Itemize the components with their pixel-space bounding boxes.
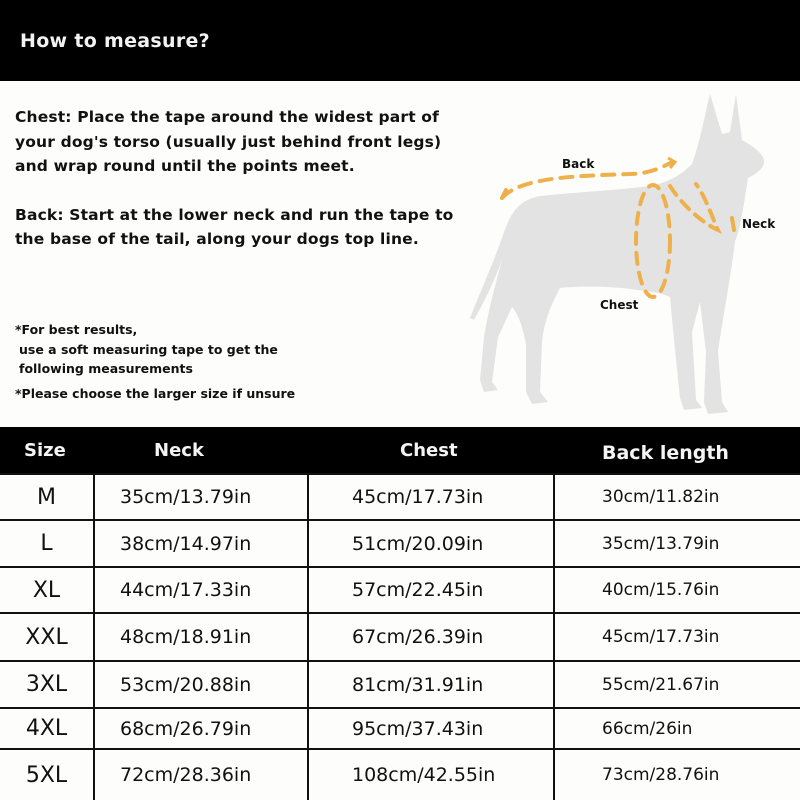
table-row (0, 749, 800, 800)
table-row (0, 613, 800, 661)
back-cell: 35cm/13.79in (554, 520, 800, 567)
back-cell: 45cm/17.73in (554, 613, 800, 661)
header-chest: Chest (308, 427, 554, 474)
table-row (0, 567, 800, 613)
note-best-results: *For best results, (15, 322, 138, 337)
size-cell: M (0, 474, 94, 520)
page-title: How to measure? (20, 30, 210, 52)
neck-cell: 38cm/14.97in (94, 520, 308, 567)
note-soft-tape: use a soft measuring tape to get the (19, 341, 278, 357)
size-cell: 4XL (0, 708, 94, 749)
chest-label: Chest (600, 298, 639, 312)
note-following: following measurements (19, 361, 193, 376)
measure-notes (15, 320, 455, 403)
neck-cell: 72cm/28.36in (94, 749, 308, 800)
chest-cell: 81cm/31.91in (308, 661, 554, 708)
table-row (0, 474, 800, 520)
size-chart-table (0, 427, 800, 800)
back-cell: 55cm/21.67in (554, 661, 800, 708)
size-cell: 5XL (0, 749, 94, 800)
measure-instructions (15, 105, 455, 252)
chest-cell: 51cm/20.09in (308, 520, 554, 567)
neck-cell: 35cm/13.79in (94, 474, 308, 520)
back-label: Back (562, 157, 595, 171)
header-back-length: Back length (554, 427, 800, 474)
chest-instruction: Chest: Place the tape around the widest part of your dog's torso (usually just behind front legs) and wrap round until the points meet. (15, 108, 442, 175)
size-cell: XL (0, 567, 94, 613)
header-neck: Neck (94, 427, 308, 474)
size-cell: L (0, 520, 94, 567)
header-bar (0, 0, 800, 81)
table-row (0, 708, 800, 749)
table-row (0, 520, 800, 567)
dog-silhouette-icon (460, 82, 800, 422)
size-cell: XXL (0, 613, 94, 661)
back-cell: 66cm/26in (554, 708, 800, 749)
back-instruction: Back: Start at the lower neck and run the tape to the base of the tail, along your dogs top line. (15, 205, 454, 248)
chest-cell: 57cm/22.45in (308, 567, 554, 613)
note-larger-size: *Please choose the larger size if unsure (15, 385, 296, 401)
chest-cell: 45cm/17.73in (308, 474, 554, 520)
back-cell: 40cm/15.76in (554, 567, 800, 613)
chest-cell: 95cm/37.43in (308, 708, 554, 749)
dog-measure-diagram (460, 82, 800, 422)
neck-cell: 44cm/17.33in (94, 567, 308, 613)
neck-cell: 48cm/18.91in (94, 613, 308, 661)
neck-cell: 68cm/26.79in (94, 708, 308, 749)
neck-cell: 53cm/20.88in (94, 661, 308, 708)
back-cell: 73cm/28.76in (554, 749, 800, 800)
chest-cell: 108cm/42.55in (308, 749, 554, 800)
chest-cell: 67cm/26.39in (308, 613, 554, 661)
size-cell: 3XL (0, 661, 94, 708)
header-size: Size (0, 427, 94, 474)
table-row (0, 661, 800, 708)
table-header-row (0, 427, 800, 474)
back-cell: 30cm/11.82in (554, 474, 800, 520)
neck-label: Neck (742, 217, 776, 231)
